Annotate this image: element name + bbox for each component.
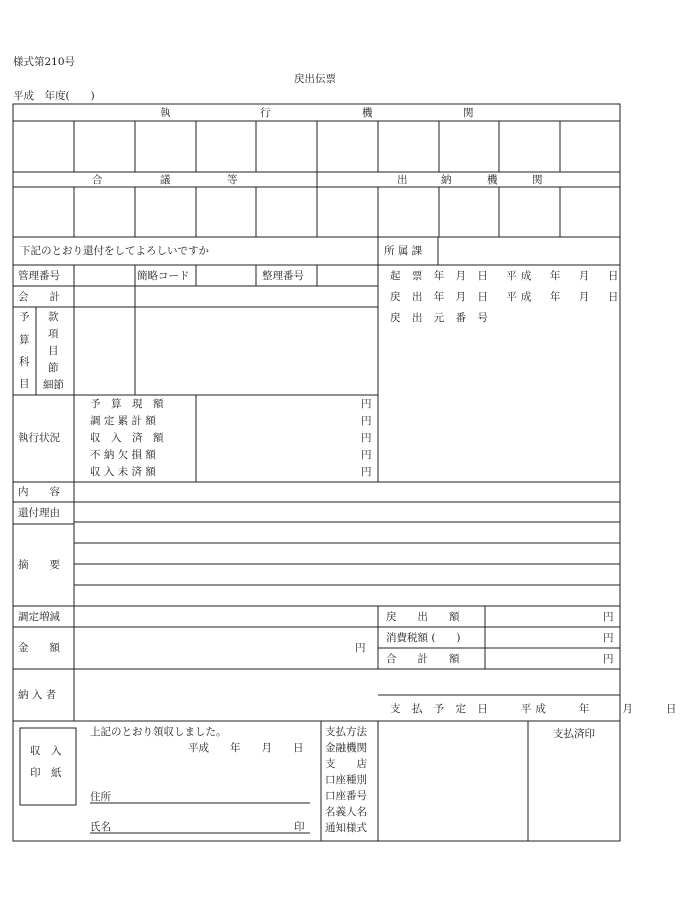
adjustment-field[interactable] [75, 607, 377, 626]
paid-seal-label: 支払済印 [553, 728, 595, 740]
budget-item-label: 節 [48, 362, 59, 374]
budget-item-label: 細節 [43, 379, 64, 391]
execution-status-label: 執行状況 [18, 432, 60, 444]
right-amount-label: 合 計 額 [386, 653, 460, 665]
content-label: 内 容 [18, 486, 60, 498]
yen-unit: 円 [361, 432, 372, 444]
budget-item-label: 目 [48, 345, 59, 357]
accounting-label: 会 計 [18, 291, 60, 303]
execution-item-label: 予 算 現 額 [90, 398, 164, 410]
heading-treasury-char: 出 [397, 174, 408, 186]
budget-char: 目 [19, 378, 30, 390]
department-field[interactable] [439, 238, 619, 264]
yen-unit: 円 [361, 398, 372, 410]
heading-treasury-char: 納 [441, 174, 452, 186]
summary-label: 摘 要 [18, 559, 60, 571]
right-amount-label: 戻 出 額 [386, 611, 460, 623]
yen-unit: 円 [361, 449, 372, 461]
heading-executive-char: 執 [160, 107, 171, 119]
heading-council-char: 合 [92, 174, 103, 186]
payment-info-label: 通知様式 [325, 822, 367, 834]
amount-label: 金 額 [18, 642, 60, 654]
address-label: 住所 [90, 791, 111, 803]
payment-info-label: 支 店 [325, 758, 367, 770]
management-no-field[interactable] [75, 266, 134, 285]
page-title: 戻出伝票 [294, 73, 336, 85]
issue-date: 起 票 年 月 日 平成 年 月 日 [390, 270, 623, 282]
payment-info-label: 金融機関 [325, 742, 367, 754]
payment-info-label: 支払方法 [325, 726, 367, 738]
name-field[interactable] [110, 815, 290, 832]
payment-info-label: 口座番号 [325, 790, 367, 802]
refund-reason-label: 還付理由 [18, 507, 60, 519]
execution-item-label: 収 入 済 額 [90, 432, 164, 444]
yen-unit: 円 [603, 611, 614, 623]
approval-cell[interactable] [14, 122, 73, 171]
abbrev-code-label: 簡略コード [137, 270, 190, 282]
stamp-label: 収 入 [30, 745, 62, 757]
refund-source-no: 戻 出 元 番 号 [390, 312, 492, 324]
received-text: 上記のとおり領収しました。 [90, 726, 227, 738]
heading-executive-char: 機 [362, 107, 373, 119]
refund-reason-field[interactable] [75, 503, 619, 521]
budget-item-label: 項 [48, 328, 59, 340]
council-cell[interactable] [14, 188, 73, 236]
adjustment-label: 調定増減 [18, 611, 60, 623]
payment-info-field[interactable] [379, 722, 527, 840]
content-field[interactable] [75, 483, 619, 501]
payment-info-label: 名義人名 [325, 806, 367, 818]
payer-label: 納 入 者 [18, 689, 57, 701]
payer-field[interactable] [75, 670, 377, 720]
fiscal-year: 平成 年度( ) [13, 90, 95, 102]
abbrev-code-field[interactable] [197, 266, 255, 285]
department-label: 所 属 課 [384, 245, 423, 257]
payment-schedule: 支 払 予 定 日 平成 年 月 日 [390, 703, 680, 715]
yen-unit: 円 [361, 466, 372, 478]
heading-executive-char: 行 [260, 107, 271, 119]
heading-treasury-char: 機 [487, 174, 498, 186]
amount-field[interactable] [75, 628, 350, 668]
accounting-field[interactable] [75, 287, 377, 306]
heading-council-char: 等 [227, 174, 238, 186]
amount-unit: 円 [355, 642, 366, 654]
receipt-date: 平成 年 月 日 [188, 742, 304, 754]
reference-no-label: 整理番号 [262, 270, 304, 282]
heading-executive-char: 関 [463, 107, 474, 119]
yen-unit: 円 [361, 415, 372, 427]
budget-char: 科 [19, 356, 30, 368]
payment-info-label: 口座種別 [325, 774, 367, 786]
yen-unit: 円 [603, 632, 614, 644]
name-label: 氏名 [90, 821, 111, 833]
execution-item-label: 不 納 欠 損 額 [90, 449, 156, 461]
heading-treasury-char: 関 [532, 174, 543, 186]
seal-label: 印 [294, 821, 305, 833]
budget-char: 算 [19, 334, 30, 346]
address-field[interactable] [110, 785, 310, 802]
heading-council-char: 議 [160, 174, 171, 186]
management-no-label: 管理番号 [18, 270, 60, 282]
right-amount-label: 消費税額 ( ) [386, 632, 461, 644]
reference-no-field[interactable] [318, 266, 377, 285]
request-text: 下記のとおり還付をしてよろしいですか [20, 245, 209, 257]
form-number: 様式第210号 [13, 56, 76, 68]
stamp-label: 印 紙 [30, 767, 62, 779]
yen-unit: 円 [603, 653, 614, 665]
budget-item-label: 款 [48, 311, 59, 323]
refund-date: 戻 出 年 月 日 平成 年 月 日 [390, 291, 623, 303]
execution-item-label: 調 定 累 計 額 [90, 415, 156, 427]
execution-item-label: 収 入 未 済 額 [90, 466, 156, 478]
summary-field[interactable] [75, 523, 619, 605]
budget-char: 予 [19, 311, 30, 323]
